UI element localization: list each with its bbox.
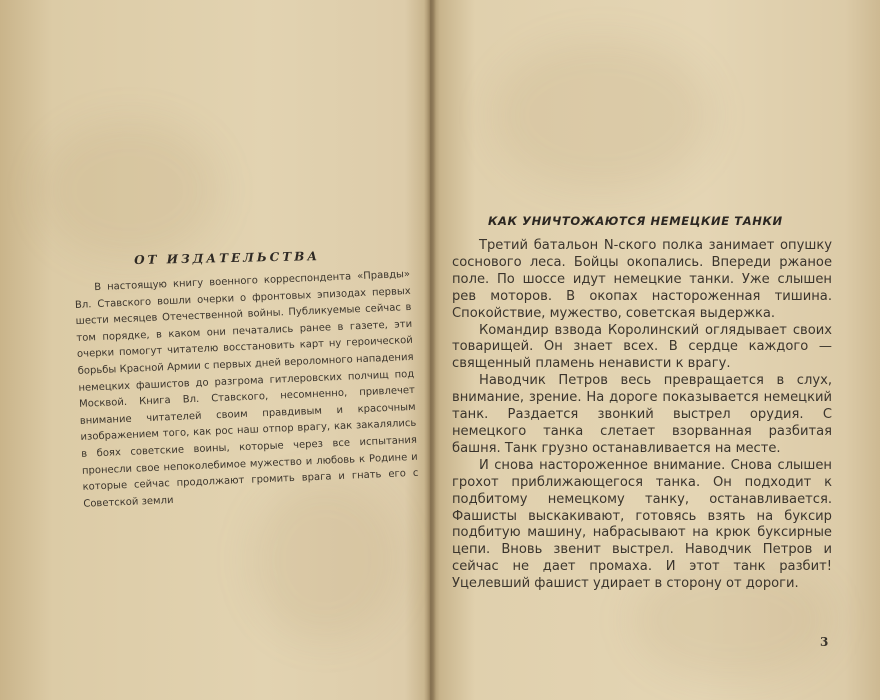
chapter-paragraph: Наводчик Петров весь превращается в слух, внимание, зрение. На дороге показывается немецкий танк. Раздается звонкий выстрел орудия. С немецкого танка слетает взорванная разбитая башня. Танк грузно останавливается на месте. bbox=[452, 373, 832, 456]
page-number: 3 bbox=[820, 635, 829, 649]
chapter-paragraph: Третий батальон N-ского полка занимает опушку соснового леса. Бойцы окопались. Впереди ржаное поле. По шоссе идут немецкие танки. Уже слышен рев моторов. В окопах настороженная тишина. Спокойствие, мужество, советская выдержка. bbox=[452, 238, 832, 321]
left-page bbox=[0, 0, 428, 700]
chapter-heading: КАК УНИЧТОЖАЮТСЯ НЕМЕЦКИЕ ТАНКИ bbox=[488, 214, 783, 228]
publisher-note-text: В настоящую книгу военного корреспондента «Правды» Вл. Ставского вошли очерки о фронтовых эпизодах первых шести месяцев Отечественной войны. Публикуемые сейчас в том порядке, в каком они печатались ранее в газете, эти очерки помогут читателю восстановить карт ну героической борьбы Красной Армии с первых дней вероломного нападения немецких фашистов до разгрома гитлеровских полчищ под Москвой. Книга Вл. Ставского, несомненно, привлечет внимание читателей своим правдивым и красочным изображением того, как рос наш отпор врагу, как закалялись в боях советские воины, которые через все испытания пронесли свое непоколебимое мужество и любовь к Родине и которые сейчас продолжают громить врага и гнать его с Советской земли bbox=[74, 268, 419, 510]
paper-stain bbox=[492, 40, 712, 190]
chapter-paragraph: Командир взвода Королинский оглядывает своих товарищей. Он знает всех. В сердце каждого — священный пламень ненависти к врагу. bbox=[452, 322, 832, 372]
paper-stain bbox=[40, 120, 220, 260]
chapter-paragraph: И снова настороженное внимание. Снова слышен грохот приближающегося танка. Он подходит к подбитому немецкому танку, останавливается. Фашисты выскакивают, готовясь взять на буксир подбитую машину, набрасывают на крюк буксирные цепи. Вновь звенит выстрел. Наводчик Петров и сейчас не дает промаха. И этот танк разбит! Уцелевший фашист удирает в сторону от дороги. bbox=[452, 457, 832, 592]
publisher-note-heading: ОТ ИЗДАТЕЛЬСТВА bbox=[134, 249, 321, 267]
chapter-text bbox=[452, 238, 832, 593]
